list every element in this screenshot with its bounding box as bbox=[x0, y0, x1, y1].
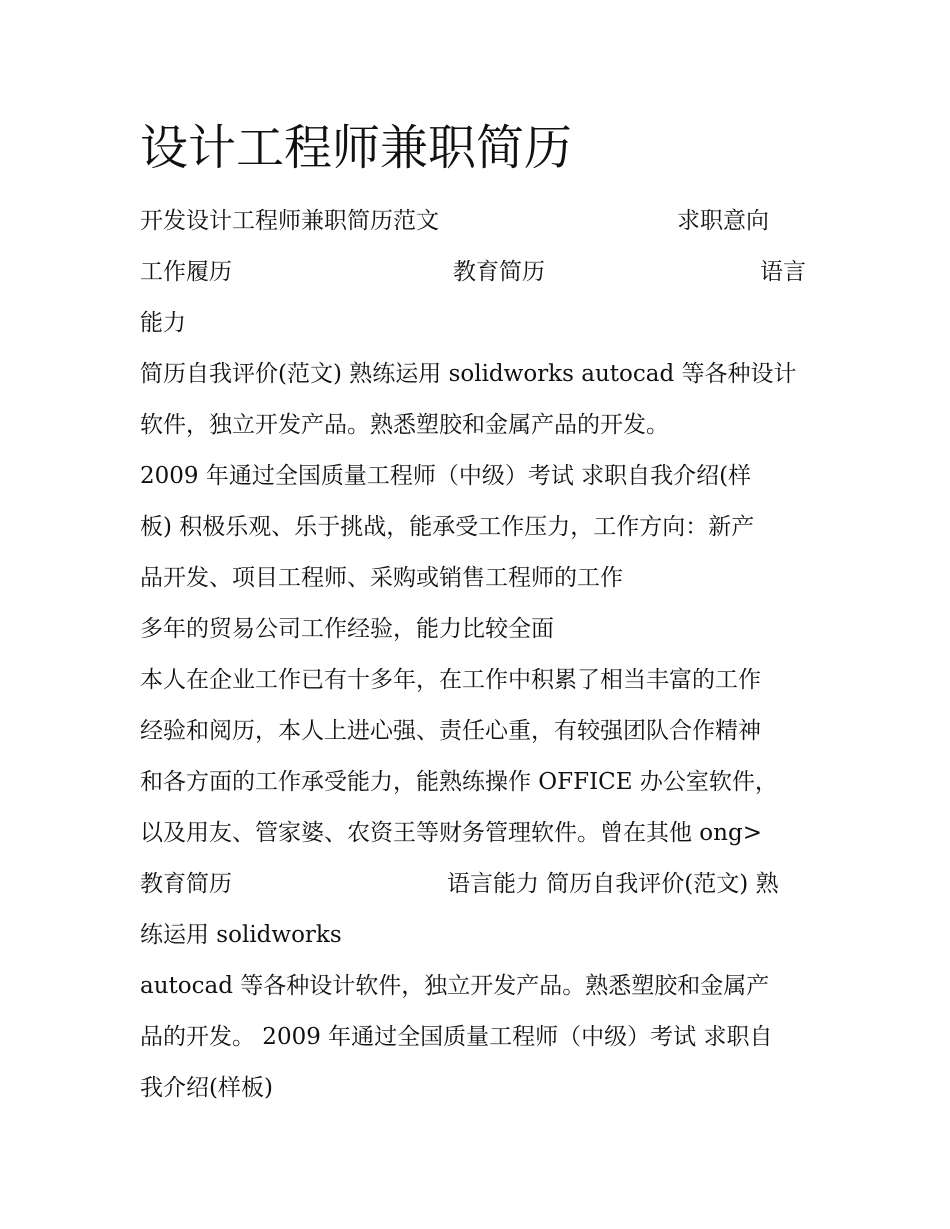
text-line-15 bbox=[140, 918, 812, 952]
text-line-11 bbox=[140, 714, 812, 748]
text-segment: 经验和阅历，本人上进心强、责任心重，有较强团队合作精神 bbox=[140, 718, 761, 744]
text-line-1 bbox=[140, 204, 812, 238]
text-segment: 和各方面的工作承受能力，能熟练操作 OFFICE 办公室软件， bbox=[140, 769, 778, 795]
text-segment: 开发设计工程师兼职简历范文 bbox=[140, 208, 439, 234]
text-segment: 本人在企业工作已有十多年，在工作中积累了相当丰富的工作 bbox=[140, 667, 761, 693]
text-segment: 语言能力 简历自我评价(范文) 熟 bbox=[447, 871, 779, 897]
text-segment: 语言 bbox=[760, 259, 806, 285]
text-segment: autocad 等各种设计软件，独立开发产品。熟悉塑胶和金属产 bbox=[140, 973, 770, 999]
text-segment: 工作履历 bbox=[140, 259, 232, 285]
text-segment: 能力 bbox=[140, 310, 186, 336]
text-line-18 bbox=[140, 1071, 812, 1105]
text-segment: 教育简历 bbox=[453, 259, 545, 285]
text-line-13 bbox=[140, 816, 812, 850]
text-line-6 bbox=[140, 459, 812, 493]
text-segment: 板) 积极乐观、乐于挑战，能承受工作压力，工作方向：新产 bbox=[140, 514, 755, 540]
text-segment: 教育简历 bbox=[140, 871, 232, 897]
text-line-12 bbox=[140, 765, 812, 799]
text-segment: 练运用 solidworks bbox=[140, 922, 342, 948]
text-segment: 多年的贸易公司工作经验，能力比较全面 bbox=[140, 616, 554, 642]
text-segment: 品开发、项目工程师、采购或销售工程师的工作 bbox=[140, 565, 623, 591]
text-line-10 bbox=[140, 663, 812, 697]
text-line-4 bbox=[140, 357, 812, 391]
text-line-8 bbox=[140, 561, 812, 595]
text-segment: 我介绍(样板) bbox=[140, 1075, 273, 1101]
text-segment: 求职意向 bbox=[677, 208, 769, 234]
text-line-17 bbox=[140, 1020, 812, 1054]
text-line-5 bbox=[140, 408, 812, 442]
text-segment: 软件，独立开发产品。熟悉塑胶和金属产品的开发。 bbox=[140, 412, 669, 438]
text-line-16 bbox=[140, 969, 812, 1003]
text-segment: 以及用友、管家婆、农资王等财务管理软件。曾在其他 ong> bbox=[140, 820, 762, 846]
text-line-2 bbox=[140, 255, 812, 289]
text-segment: 2009 年通过全国质量工程师（中级）考试 求职自我介绍(样 bbox=[140, 463, 752, 489]
text-segment: 品的开发。 2009 年通过全国质量工程师（中级）考试 求职自 bbox=[140, 1024, 773, 1050]
text-line-7 bbox=[140, 510, 812, 544]
text-line-9 bbox=[140, 612, 812, 646]
document-title: 设计工程师兼职简历 bbox=[140, 120, 573, 176]
text-segment: 简历自我评价(范文) 熟练运用 solidworks autocad 等各种设计 bbox=[140, 361, 797, 387]
text-line-3 bbox=[140, 306, 812, 340]
text-line-14 bbox=[140, 867, 812, 901]
